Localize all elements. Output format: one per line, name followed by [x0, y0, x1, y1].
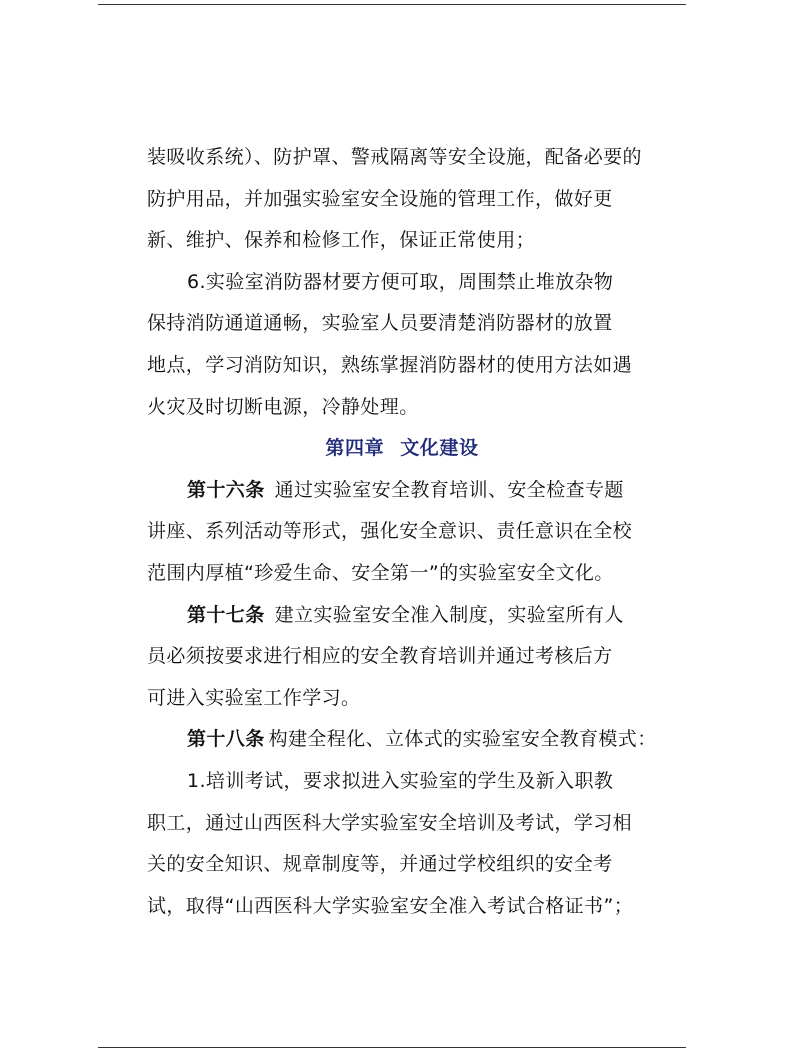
continuation-paragraph	[147, 137, 657, 262]
article-text: 构建全程化、立体式的实验室安全教育模式：	[268, 728, 657, 751]
article-label: 第十八条	[187, 728, 265, 751]
bottom-rule	[98, 1047, 686, 1048]
text-line: 装吸收系统）、防护罩、警戒隔离等安全设施，配备必要的	[147, 146, 642, 168]
text-line: 员必须按要求进行相应的安全教育培训并通过考核后方	[147, 645, 613, 668]
article-16	[147, 470, 657, 595]
article-label: 第十六条	[187, 478, 265, 501]
text-line: 可进入实验室工作学习。	[147, 686, 361, 709]
text-line: 6.实验室消防器材要方便可取，周围禁止堆放杂物	[187, 270, 614, 293]
text-line: 关的安全知识、规章制度等，并通过学校组织的安全考	[147, 853, 613, 876]
text-line	[147, 719, 657, 761]
top-rule	[98, 4, 686, 5]
text-line: 1.培训考试，要求拟进入实验室的学生及新入职教	[187, 769, 614, 792]
article-text: 通过实验室安全教育培训、安全检查专题	[274, 478, 624, 501]
item-1-paragraph	[147, 761, 657, 927]
text-line	[147, 470, 657, 512]
document-body	[147, 137, 657, 927]
text-line: 试，取得“山西医科大学实验室安全准入考试合格证书”；	[147, 894, 634, 917]
article-label: 第十七条	[187, 603, 265, 626]
text-line: 地点，学习消防知识，熟练掌握消防器材的使用方法如遇	[147, 353, 633, 376]
text-line: 保持消防通道通畅，实验室人员要清楚消防器材的放置	[147, 312, 613, 335]
article-text: 建立实验室安全准入制度，实验室所有人	[274, 603, 624, 626]
text-line: 范围内厚植“珍爱生命、安全第一”的实验室安全文化。	[147, 561, 614, 584]
article-17	[147, 595, 657, 720]
text-line	[147, 595, 657, 637]
chapter-heading	[147, 428, 657, 470]
chapter-number: 第四章	[325, 437, 385, 460]
text-line: 新、维护、保养和检修工作，保证正常使用；	[147, 229, 536, 252]
text-line: 火灾及时切断电源，冷静处理。	[147, 395, 419, 418]
item-6-paragraph	[147, 262, 657, 428]
chapter-title: 文化建设	[400, 437, 479, 460]
text-line: 防护用品，并加强实验室安全设施的管理工作，做好更	[147, 187, 613, 210]
text-line: 讲座、系列活动等形式，强化安全意识、责任意识在全校	[147, 520, 633, 543]
text-line: 职工，通过山西医科大学实验室安全培训及考试，学习相	[147, 811, 633, 834]
article-18	[147, 719, 657, 761]
